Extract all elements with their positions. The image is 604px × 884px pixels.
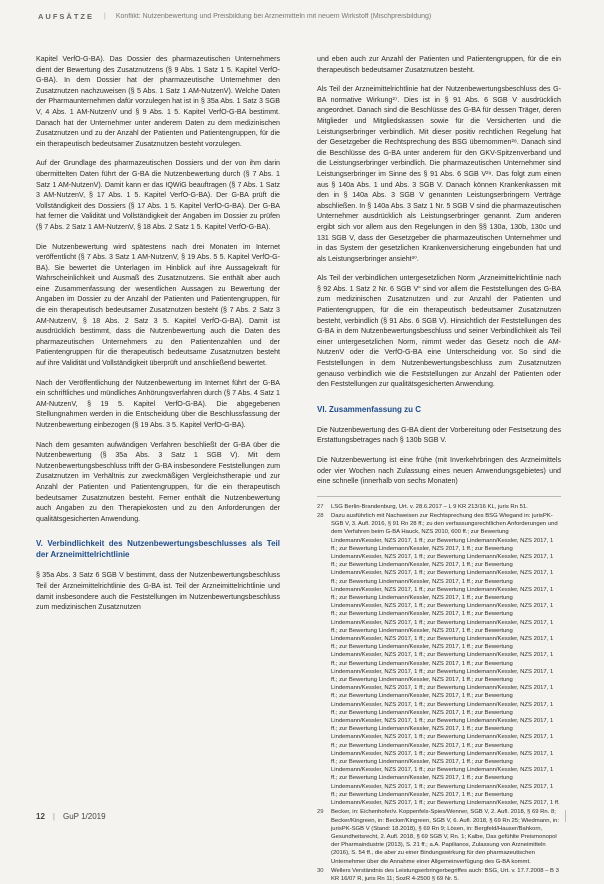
footnote-number: 30: [317, 867, 324, 874]
footnote-text: Dazu ausführlich mit Nachweisen zur Rechtsprechung des BSG Wiegand in: jurisPK-SGB V, 3. Aufl. 2016, § 91 Rn 28 ff.; zu den verfassungsrechtlichen Anforderungen und dem Verfahren beim G-BA Hauck, NZS 2010, 600 ff.; zur Bewertung Lindemann/Kessler, NZS 2017, 1 ff.; zur Bewertung Lindemann/Kessler, NZS 2017, 1 ff.; zur Bewertung Lindemann/Kessler, NZS 2017, 1 ff.; zur Bewertung Lindemann/Kessler, NZS 2017, 1 ff.; zur Bewertung Lindemann/Kessler, NZS 2017, 1 ff.; zur Bewertung Lindemann/Kessler, NZS 2017, 1 ff.; zur Bewertung Lindemann/Kessler, NZS 2017, 1 ff.; zur Bewertung Lindemann/Kessler, NZS 2017, 1 ff.; zur Bewertung Lindemann/Kessler, NZS 2017, 1 ff.; zur Bewertung Lindemann/Kessler, NZS 2017, 1 ff.; zur Bewertung Lindemann/Kessler, NZS 2017, 1 ff.; zur Bewertung Lindemann/Kessler, NZS 2017, 1 ff.; zur Bewertung Lindemann/Kessler, NZS 2017, 1 ff.; zur Bewertung Lindemann/Kessler, NZS 2017, 1 ff.; zur Bewertung Lindemann/Kessler, NZS 2017, 1 ff.; zur Bewertung Lindemann/Kessler, NZS 2017, 1 ff.; zur Bewertung Lindemann/Kessler, NZS 2017, 1 ff.; zur Bewertung Lindemann/Kessler, NZS 2017, 1 ff.; zur Bewertung Lindemann/Kessler, NZS 2017, 1 ff.; zur Bewertung Lindemann/Kessler, NZS 2017, 1 ff.; zur Bewertung Lindemann/Kessler, NZS 2017, 1 ff.; zur Bewertung Lindemann/Kessler, NZS 2017, 1 ff.; zur Bewertung Lindemann/Kessler, NZS 2017, 1 ff.; zur Bewertung Lindemann/Kessler, NZS 2017, 1 ff.; zur Bewertung Lindemann/Kessler, NZS 2017, 1 ff.; zur Bewertung Lindemann/Kessler, NZS 2017, 1 ff.; zur Bewertung Lindemann/Kessler, NZS 2017, 1 ff.; zur Bewertung Lindemann/Kessler, NZS 2017, 1 ff.; zur Bewertung Lindemann/Kessler, NZS 2017, 1 ff.; zur Bewertung Lindemann/Kessler, NZS 2017, 1 ff.; zur Bewertung Lindemann/Kessler, NZS 2017, 1 ff.; zur Bewertung Lindemann/Kessler, NZS 2017, 1 ff.; zur Bewertung Lindemann/Kessler, NZS 2017, 1 ff.; zur Bewertung Lindemann/Kessler, NZS 2017, 1 ff.; zur Bewertung Lindemann/Kessler, NZS 2017, 1 ff.; zur Bewertung Lindemann/Kessler, NZS 2017, 1 ff.; zur Bewertung Lindemann/Kessler, NZS 2017, 1 ff.; zur Bewertung Lindemann/Kessler, NZS 2017, 1 ff.; zur Bewertung Lindemann/Kessler, NZS 2017, 1 ff.; zur Bewertung Lindemann/Kessler, NZS 2017, 1 ff.; zur Bewertung Lindemann/Kessler, NZS 2017, 1 ff.; zur Bewertung Lindemann/Kessler, NZS 2017, 1 ff.; zur Bewertung Lindemann/Kessler, NZS 2017, 1 ff.; zur Bewertung Lindemann/Kessler, NZS 2017, 1 ff.; zur Bewertung Lindemann/Kessler, NZS 2017, 1 ff.; zur Bewertung Lindemann/Kessler, NZS 2017, 1 ff.; zur Bewertung Lindemann/Kessler, NZS 2017, 1 ff.; zur Bewertung Lindemann/Kessler, NZS 2017, 1 ff.; zur Bewertung Lindemann/Kessler, NZS 2017, 1 ff.; zur Bewertung Lindemann/Kessler, NZS 2017, 1 ff.: [331, 512, 560, 807]
footer-separator: |: [52, 812, 55, 821]
footnote: [317, 503, 561, 511]
footnote-divider: [317, 496, 561, 497]
paragraph: Nach der Veröffentlichung der Nutzenbewertung im Internet führt der G-BA ein schriftliches und mündliches Anhörungsverfahren durch (§ 7 Abs. 4 Satz 1 AM-NutzenV, § 19 5. Kapitel VerfO-G-BA). Die abgegebenen Stellungnahmen werden in die Entscheidung über die Beschlussfassung der Nutzenbewertung einbezogen (§ 19 Abs. 3 5. Kapitel VerfO-G-BA).: [36, 378, 280, 429]
paragraph: Die Nutzenbewertung ist eine frühe (mit Inverkehrbringen des Arzneimittels oder vier Wochen nach Zulassung eines neuen Anwendungsgebietes) und eine schnelle (innerhalb von sechs Monaten): [317, 456, 561, 486]
paragraph: Auf der Grundlage des pharmazeutischen Dossiers und der von ihm darin übermittelten Daten führt der G-BA die Nutzenbewertung durch (§ 7 Abs. 1 Satz 1 AM-NutzenV). Damit kann er das IQWiG beauftragen (§ 7 Abs. 1 Satz 3 AM-NutzenV, § 17 Abs. 1 5. Kapitel VerfO-G-BA). Der G-BA prüft die Vollständigkeit des Dossiers (§ 17 Abs. 1 5. Kapitel VerfO-G-BA). Der G-BA hat ferner die Validität und Vollständigkeit der Angaben im Dossier zu prüfen (§ 7 Abs. 2 Satz 1 AM-NutzenV, § 18 Abs. 2 Satz 1 5. Kapitel VerfO-G-BA).: [36, 159, 280, 231]
page-footer: [36, 812, 566, 821]
page-number: 12: [36, 812, 45, 821]
footnotes: [317, 503, 561, 883]
footnote-number: 29: [317, 809, 324, 816]
paragraph: Kapitel VerfO-G-BA). Das Dossier des pharmazeutischen Unternehmers dient der Bewertung des Zusatznutzens (§ 9 Abs. 1 Satz 1 5. Kapitel VerfO-G-BA). In dem Dossier hat der pharmazeutische Unternehmer den Zusatznutzen nachzuweisen (§ 5 Abs. 1 Satz 1 AM-NutzenV). Welche Daten der Pharmaunternehmen dafür vorzulegen hat ist in § 35a Abs. 1 Satz 3 SGB V, 4 Abs. 1 AM-NutzenV und § 9 Abs. 1 5. Kapitel VerfO-G-BA bestimmt. Danach hat der Unternehmer unter anderem Daten zu dem medizinischen Zusatznutzen und zu der Anzahl der Patienten und Patientengruppen, für die ein therapeutisch bedeutsamer Zusatznutzen besteht vorzulegen.: [36, 55, 280, 148]
paragraph: § 35a Abs. 3 Satz 6 SGB V bestimmt, dass der Nutzenbewertungsbeschluss Teil der Arzneimittelrichtlinie des G-BA ist. Teil der Arzneimittelrichtlinie und damit insbesondere auch die Feststellungen im Nutzenbewertungsbeschluss zum medizinischen Zusatznutzen: [36, 571, 280, 612]
section-heading: V. Verbindlichkeit des Nutzenbewertungsbeschlusses als Teil der Arzneimittelrichtlinie: [36, 539, 280, 560]
paragraph: Die Nutzenbewertung wird spätestens nach drei Monaten im Internet veröffentlicht (§ 7 Abs. 3 Satz 1 AM-NutzenV, § 19 Abs. 5 5. Kapitel VerfO-G-BA). Sie bewertet die Unterlagen im Hinblick auf ihre Aussagekraft für Wahrscheinlichkeit und Ausmaß des Zusatznutzens. Sie enthält aber auch eine Zusammenfassung der wesentlichen Aussagen zu Bewertung der Angaben im Dossier zu der Anzahl der Patienten und Patientengruppen, für die ein therapeutisch bedeutsamer Zusatznutzen besteht (§ 7 Abs. 2 Satz 3 AM-NutzenV, § 18 Abs. 2 Satz 3 5. Kapitel VerfO-G-BA). Damit ist ausdrücklich bestimmt, dass die Nutzenbewertung auch die Daten des pharmazeutischen Unternehmers zu den Patientenzahlen und der Patientengruppen für die therapeutisch bedeutsame Zusatznutzen besteht auf ihre Validität und Vollständigkeit überprüft und anschließend bewertet.: [36, 242, 280, 368]
section-heading: VI. Zusammenfassung zu C: [317, 404, 422, 414]
footnote-text: Becker, in: Eichenhofer/v. Koppenfels-Spies/Wenner, SGB V, 2. Aufl. 2018, § 69 Rn. 8; Becker/Kingreen, in: Becker/Kingreen, SGB V, 6. Aufl. 2018, § 69 Rn 25; Wiedmann, in: jurisPK-SGB V (Stand: 18.2018), § 69 Rn 9; Lösen, in: Bergfeld/Hauser/Bahkorn, Gesundheitsrecht, 2. Aufl. 2018, § 69 SGB V, Rn. 1; Kalbe, Das gefühlte Preismonopol der Pharmaindustrie (2013), S. 21 ff.; a.A. Papilianos, Zulassung von Arzneimitteln (2016), S. 54 ff., die aber zu einer Bindungswirkung für den pharmazeutischen Unternehmer über die Annahme einer Allgemeinverfügung des G-BA kommt.: [331, 809, 560, 865]
paragraph: Als Teil der verbindlichen untergesetzlichen Norm „Arzneimittelrichtlinie nach § 92 Abs. 1 Satz 2 Nr. 6 SGB V“ sind vor allem die Feststellungen des G-BA zum medizinischen Zusatznutzen und zur Anzahl der Patienten und Patientengruppen, für die ein therapeutisch bedeutsamer Zusatznutzen besteht, verbindlich (§ 91 Abs. 6 SGB V). Hinsichtlich der Feststellungen des G-BA in dem Nutzenbewertungsbeschluss und seiner Verbindlichkeit als Teil einer untergesetzlichen Norm, nimmt weder das Gesetz noch die AM-NutzenV oder die VerfO-G-BA eine Unterscheidung vor. So sind die Feststellungen in dem Nutzenbewertungsbeschluss zum Zusatznutzen genauso verbindlich wie die Feststellungen zur Anzahl der Patienten oder den Feststellungen zur qualitätsgesicherten Anwendung.: [317, 274, 561, 389]
footnote-number: 28: [317, 512, 324, 519]
footnote-text: Wellers Verständnis des Leistungserbringerbegriffes auch: BSG, Urt. v. 17.7.2008 – B 3 KR 16/07 R, juris Rn 11; SozR 4-2500 § 69 Nr. 5.: [331, 867, 559, 882]
footnote-text: LSG Berlin-Brandenburg, Urt. v. 28.6.2017 – L 9 KR 213/16 KL, juris Rn 51.: [331, 503, 528, 510]
footnote-number: 27: [317, 503, 324, 510]
journal-issue: GuP 1/2019: [62, 812, 106, 821]
running-title: Konflikt: Nutzenbewertung und Preisbildung bei Arzneimitteln mit neuem Wirkstoff (Mischpreisbildung): [115, 12, 432, 20]
footnote: [317, 867, 561, 883]
footer-tick: [557, 810, 566, 822]
footnote: [317, 512, 561, 807]
left-column: [36, 54, 280, 622]
paragraph: Nach dem gesamten aufwändigen Verfahren beschließt der G-BA über die Nutzenbewertung (§ 35a Abs. 3 Satz 1 SGB V). Mit dem Nutzenbewertungsbeschluss trifft der G-BA insbesondere Feststellungen zum Zusatznutzen im Verhältnis zur zweckmäßigen Vergleichstherapie und zur Anzahl der Patienten und Patientengruppen, für die ein therapeutisch bedeutsamer Zusatznutzen besteht. Ferner enthält die Nutzenbewertung auch Angaben zu den Therapiekosten und zu den Anforderungen der qualitätsgesicherten Anwendung.: [36, 440, 280, 523]
right-column: [317, 54, 561, 884]
section-label: AUFSÄTZE: [38, 11, 94, 21]
running-header: [38, 8, 568, 24]
paragraph: Als Teil der Arzneimittelrichtlinie hat der Nutzenbewertungsbeschluss des G-BA normative Wirkung²⁷. Dies ist in § 91 Abs. 6 SGB V ausdrücklich angeordnet. Danach sind die Beschlüsse des G-BA für dessen Träger, deren Mitglieder und Mitgliedskassen sowie für die Versicherten und die Leistungserbringer verbindlich. Mit dieser positiv rechtlichen Regelung hat der Gesetzgeber die Rechtsprechung des BSG übernommen²⁸. Danach sind die Beschlüsse des G-BA unter anderem für den GKV-Spitzenverband und die Leistungserbringer verbindlich. Die pharmazeutischen Unternehmer sind Leistungserbringer im Sinne des § 91 Abs. 6 SGB V²⁹. Das folgt zum einen aus § 140a Abs. 1 und Abs. 3 SGB V. Danach können Krankenkassen mit den in § 140a Abs. 3 SGB V genannten Leistungserbringern Verträge abschließen. In § 140a Abs. 3 Satz 1 Nr. 5 SGB V sind die pharmazeutischen Unternehmer ausdrücklich als Leistungserbringer genannt. Zum anderen ergibt sich vor allem aus den Regelungen in den §§ 130a, 130b, 130c und 131 SGB V, dass der Gesetzgeber die pharmazeutischen Unternehmer und in das System der gesetzlichen Krankenversicherung eingebunden hat und als Leistungserbringer ansieht³⁰.: [317, 85, 561, 263]
paragraph: Die Nutzenbewertung des G-BA dient der Vorbereitung oder Festsetzung des Erstattungsbetrages nach § 130b SGB V.: [317, 425, 561, 445]
paragraph: und eben auch zur Anzahl der Patienten und Patientengruppen, für die ein therapeutisch bedeutsamer Zusatznutzen besteht.: [317, 55, 561, 74]
header-separator: |: [104, 12, 106, 20]
